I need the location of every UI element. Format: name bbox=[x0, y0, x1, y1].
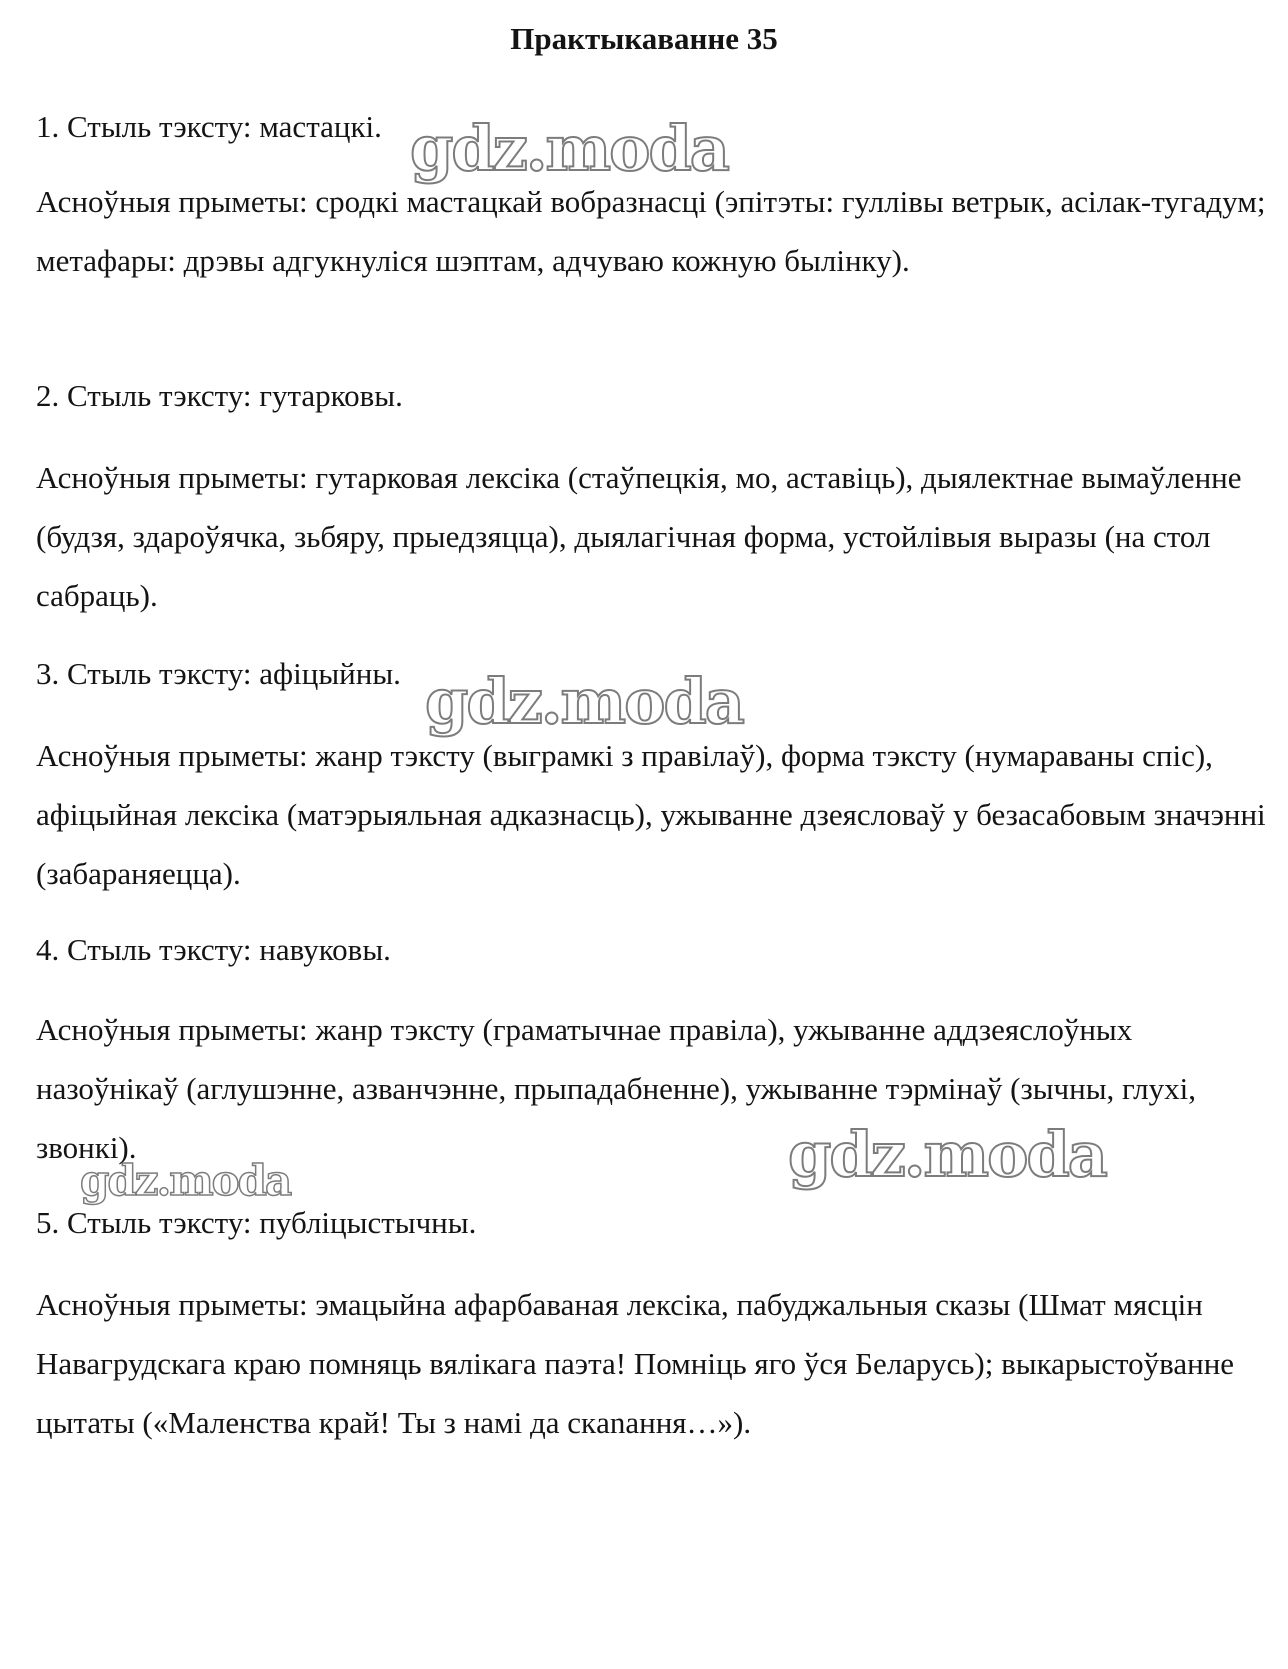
section-1-features: Асноўныя прыметы: сродкі мастацкай вобразнасці (эпітэты: гуллівы ветрык, асілак-тугадум; метафары: дрэвы адгукнуліся шэптам, адчуваю кожную былінку). bbox=[36, 184, 1266, 278]
section-4-features: Асноўныя прыметы: жанр тэксту (граматычнае правіла), ужыванне аддзеяслоўных назоўнікаў (аглушэнне, азванчэнне, прыпадабненне), ужыванне тэрмінаў (зычны, глухі, звонкі). bbox=[36, 1012, 1197, 1165]
watermark: gdz.moda bbox=[410, 112, 728, 185]
section-3-style: 3. Стыль тэксту: афіцыйны. bbox=[36, 656, 401, 691]
section-5-style: 5. Стыль тэксту: публіцыстычны. bbox=[36, 1205, 477, 1240]
section-2-style: 2. Стыль тэксту: гутарковы. bbox=[36, 378, 403, 413]
watermark: gdz.moda bbox=[80, 1156, 291, 1205]
section-2-features: Асноўныя прыметы: гутарковая лексіка (стаўпецкія, мо, аставіць), дыялектнае вымаўленне (будзя, здароўячка, зьбяру, прыедзяцца), дыялагічная форма, устойлівыя выразы (на стол сабраць). bbox=[36, 460, 1242, 613]
section-3-features: Асноўныя прыметы: жанр тэксту (выграмкі з правілаў), форма тэксту (нумараваны спіс), афіцыйная лексіка (матэрыяльная адказнасць), ужыванне дзеясловаў у безасабовым значэнні (забараняецца). bbox=[36, 738, 1266, 891]
section-5-features: Асноўныя прыметы: эмацыйна афарбаваная лексіка, пабуджальныя сказы (Шмат мясцін Навагрудскага краю помняць вялікага паэта! Помніць яго ўся Беларусь); выкарыстоўванне цытаты («Маленства край! Ты з намі да скanання…»). bbox=[36, 1287, 1235, 1440]
section-1-style: 1. Стыль тэксту: мастацкі. bbox=[36, 109, 382, 144]
watermark: gdz.moda bbox=[425, 665, 743, 738]
watermark: gdz.moda bbox=[788, 1118, 1106, 1191]
page-title: Практыкаванне 35 bbox=[510, 21, 778, 56]
section-4-style: 4. Стыль тэксту: навуковы. bbox=[36, 932, 391, 967]
